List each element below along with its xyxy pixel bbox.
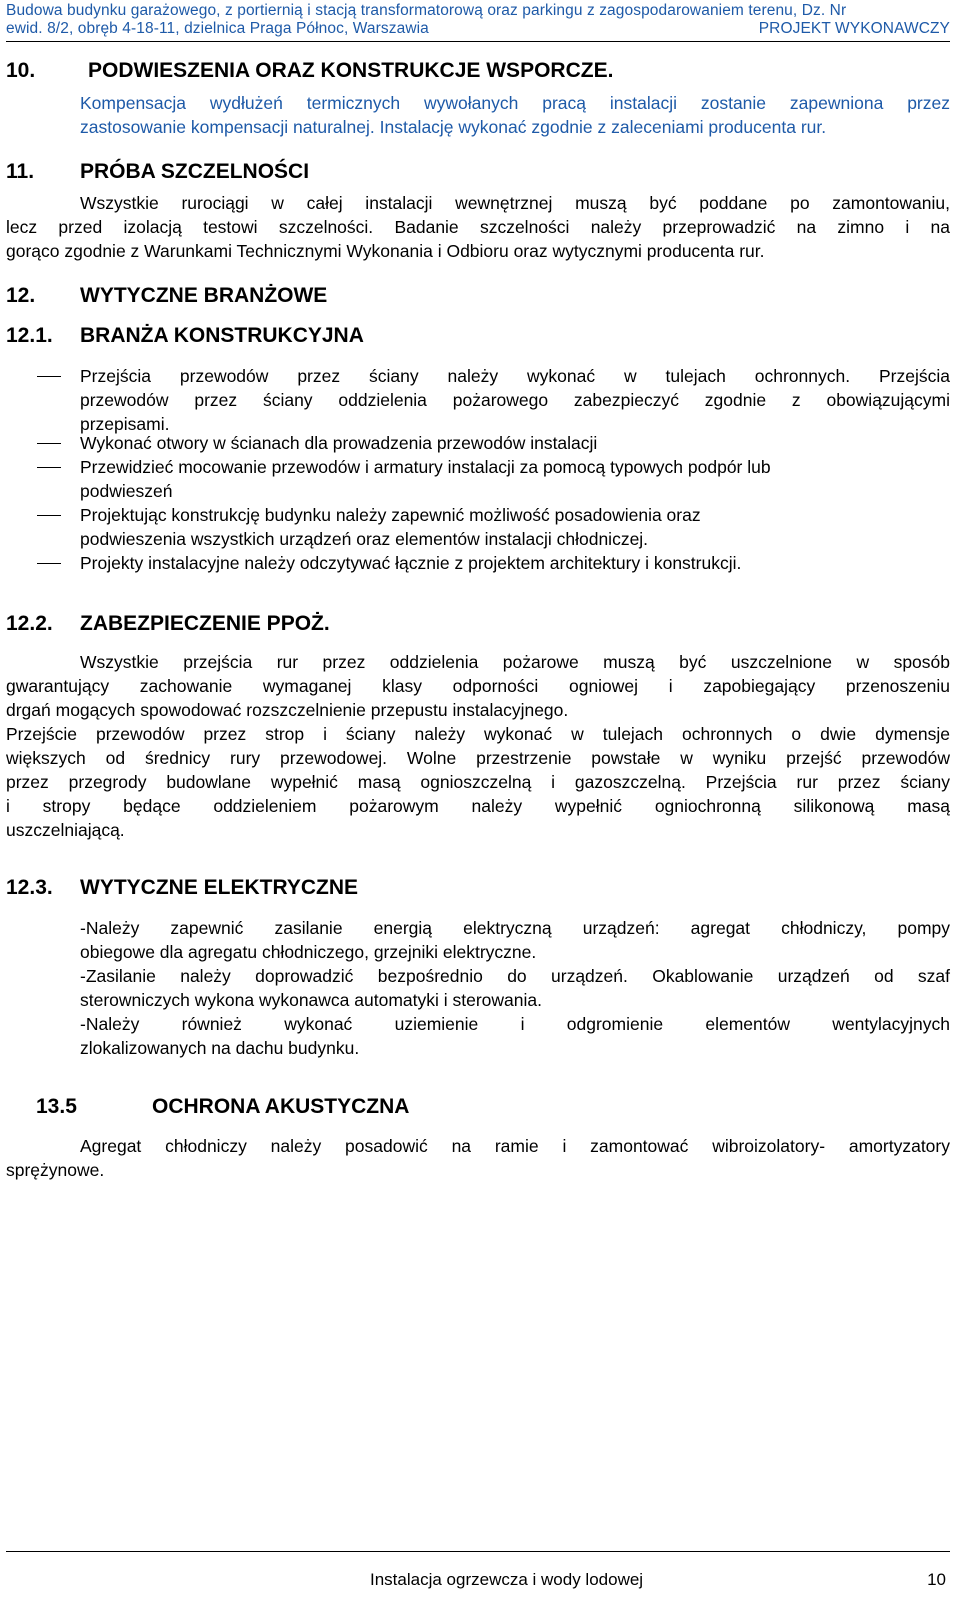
section-12-2-line-3: drgań mogących spowodować rozszczelnienie przepustu instalacyjnego. (6, 700, 569, 720)
bullet-4-line-1: Projektując konstrukcję budynku należy zapewnić możliwość posadowienia oraz (80, 505, 701, 525)
bullet-dash (37, 515, 61, 516)
section-12-3-line-2: obiegowe dla agregatu chłodniczego, grzejniki elektryczne. (80, 942, 537, 962)
section-13-5-line-1: Agregat chłodniczy należy posadowić na ramie i zamontować wibroizolatory- amortyzatory (80, 1136, 950, 1156)
footer-divider (6, 1551, 950, 1552)
header-line-1 (6, 2, 950, 20)
section-10-text-line-2: zastosowanie kompensacji naturalnej. Instalację wykonać zgodnie z zaleceniami producenta rur. (80, 117, 827, 137)
header-stage: PROJEKT WYKONAWCZY (758, 20, 950, 37)
section-title: PODWIESZENIA ORAZ KONSTRUKCJE WSPORCZE. (88, 59, 614, 82)
bullet-dash (37, 443, 61, 444)
section-12-3-line-3: -Zasilanie należy doprowadzić bezpośrednio do urządzeń. Okablowanie urządzeń od szaf (80, 966, 950, 986)
section-11-text-line-3: gorąco zgodnie z Warunkami Technicznymi Wykonania i Odbioru oraz wytycznymi producenta rur. (6, 241, 765, 261)
section-12-2-line-6: przez przegrody budowlane wypełnić masą ognioszczelną i gazoszczelną. Przejścia rur przez ściany (6, 772, 950, 792)
section-13-5-heading (36, 1094, 409, 1120)
section-12-3-line-1: -Należy zapewnić zasilanie energią elektryczną urządzeń: agregat chłodniczy, pompy (80, 918, 950, 938)
section-11-text-line-2: lecz przed izolacją testowi szczelności. Badanie szczelności należy przeprowadzić na zimno i na (6, 217, 950, 237)
header-project-title: Budowa budynku garażowego, z portiernią i stacją transformatorową oraz parkingu z zagospodarowaniem terenu, Dz. Nr (6, 2, 847, 19)
section-13-5-line-2: sprężynowe. (6, 1160, 105, 1180)
section-number: 10. (6, 59, 36, 82)
section-number: 12. (6, 284, 36, 307)
section-11-heading (6, 159, 309, 185)
section-12-3-line-6: zlokalizowanych na dachu budynku. (80, 1038, 360, 1058)
section-10-heading (6, 58, 613, 84)
section-number: 12.3. (6, 876, 53, 899)
section-12-2-line-8: uszczelniającą. (6, 820, 125, 840)
bullet-4-line-2: podwieszenia wszystkich urządzeń oraz elementów instalacji chłodniczej. (80, 529, 649, 549)
section-12-2-line-5: większych od średnicy rury przewodowej. Wolne przestrzenie powstałe w wyniku przejść przewodów (6, 748, 950, 768)
section-12-1-heading (6, 323, 364, 349)
section-12-2-line-2: gwarantujący zachowanie wymaganej klasy odporności ogniowej i zapobiegający przenoszeniu (6, 676, 950, 696)
section-title: OCHRONA AKUSTYCZNA (152, 1095, 410, 1118)
section-12-2-line-7: i stropy będące oddzieleniem pożarowym należy wypełnić ogniochronną silikonową masą (6, 796, 950, 816)
section-title: ZABEZPIECZENIE PPOŻ. (80, 612, 330, 635)
bullet-dash (37, 467, 61, 468)
section-title: PRÓBA SZCZELNOŚCI (80, 160, 310, 183)
section-title: WYTYCZNE BRANŻOWE (80, 284, 328, 307)
header-location: ewid. 8/2, obręb 4-18-11, dzielnica Praga Północ, Warszawia (6, 20, 429, 37)
page-number: 10 (927, 1570, 946, 1589)
section-12-heading (6, 283, 327, 309)
section-12-2-line-1: Wszystkie przejścia rur przez oddzielenia pożarowe muszą być uszczelnione w sposób (80, 652, 950, 672)
section-title: WYTYCZNE ELEKTRYCZNE (80, 876, 359, 899)
section-number: 11. (6, 160, 35, 183)
page-header (6, 2, 950, 38)
section-12-2-line-4: Przejście przewodów przez strop i ściany należy wykonać w tulejach ochronnych o dwie dymensje (6, 724, 950, 744)
bullet-5: Projekty instalacyjne należy odczytywać łącznie z projektem architektury i konstrukcji. (80, 553, 742, 573)
header-line-2 (6, 20, 950, 38)
bullet-1-line-3: przepisami. (80, 414, 170, 434)
section-number: 13.5 (36, 1095, 77, 1118)
bullet-dash (37, 563, 61, 564)
section-11-text-line-1: Wszystkie rurociągi w całej instalacji wewnętrznej muszą być poddane po zamontowaniu, (80, 193, 950, 213)
bullet-3-line-1: Przewidzieć mocowanie przewodów i armatury instalacji za pomocą typowych podpór lub (80, 457, 771, 477)
section-12-3-line-4: sterowniczych wykona wykonawca automatyki i sterowania. (80, 990, 542, 1010)
section-12-3-heading (6, 875, 358, 901)
bullet-1-line-2: przewodów przez ściany oddzielenia pożarowego zabezpieczyć zgodnie z obowiązującymi (80, 390, 950, 410)
section-title: BRANŻA KONSTRUKCYJNA (80, 324, 364, 347)
section-10-text-line-1: Kompensacja wydłużeń termicznych wywołanych pracą instalacji zostanie zapewniona przez (80, 93, 950, 113)
section-12-3-line-5: -Należy również wykonać uziemienie i odgromienie elementów wentylacyjnych (80, 1014, 950, 1034)
bullet-1-line-1: Przejścia przewodów przez ściany należy wykonać w tulejach ochronnych. Przejścia (80, 366, 950, 386)
footer-title: Instalacja ogrzewcza i wody lodowej (370, 1570, 644, 1589)
section-number: 12.2. (6, 612, 53, 635)
header-divider (6, 41, 950, 42)
bullet-dash (37, 376, 61, 377)
section-12-2-heading (6, 611, 330, 637)
section-number: 12.1. (6, 324, 53, 347)
bullet-2: Wykonać otwory w ścianach dla prowadzenia przewodów instalacji (80, 433, 598, 453)
bullet-3-line-2: podwieszeń (80, 481, 173, 501)
